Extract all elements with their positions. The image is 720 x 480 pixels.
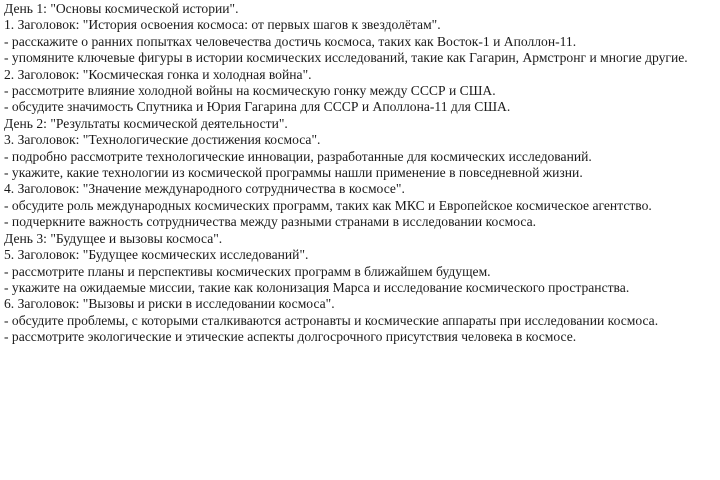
- section-3-point-1: - подробно рассмотрите технологические инновации, разработанные для космических исследований.: [4, 148, 592, 164]
- section-2-point-2: - обсудите значимость Спутника и Юрия Гагарина для СССР и Аполлона-11 для США.: [4, 99, 511, 115]
- section-6-point-1: - обсудите проблемы, с которыми сталкиваются астронавты и космические аппараты при исследовании космоса.: [4, 312, 659, 328]
- section-4-title: 4. Заголовок: "Значение международного сотрудничества в космосе".: [4, 181, 405, 197]
- section-5-point-1: - рассмотрите планы и перспективы космических программ в ближайшем будущем.: [4, 263, 491, 279]
- section-1-point-1: - расскажите о ранних попытках человечества достичь космоса, таких как Восток-1 и Аполлон-11.: [4, 33, 577, 49]
- section-2-title: 2. Заголовок: "Космическая гонка и холодная война".: [4, 66, 312, 82]
- section-5-point-2: - укажите на ожидаемые миссии, такие как колонизация Марса и исследование космического пространства.: [4, 279, 630, 295]
- section-5-title: 5. Заголовок: "Будущее космических исследований".: [4, 247, 309, 263]
- section-3-point-2: - укажите, какие технологии из космической программы нашли применение в повседневной жизни.: [4, 165, 583, 181]
- section-4-point-2: - подчеркните важность сотрудничества между разными странами в исследовании космоса.: [4, 214, 537, 230]
- section-6-point-2: - рассмотрите экологические и этические аспекты долгосрочного присутствия человека в космосе.: [4, 329, 577, 345]
- document-body: [4, 1, 716, 346]
- day-3-heading: День 3: "Будущее и вызовы космоса".: [4, 230, 223, 246]
- section-2-point-1: - рассмотрите влияние холодной войны на космическую гонку между СССР и США.: [4, 83, 496, 99]
- section-3-title: 3. Заголовок: "Технологические достижения космоса".: [4, 132, 321, 148]
- section-1-title: 1. Заголовок: "История освоения космоса: от первых шагов к звездолётам".: [4, 17, 441, 33]
- section-6-title: 6. Заголовок: "Вызовы и риски в исследовании космоса".: [4, 296, 335, 312]
- section-1-point-2: - упомяните ключевые фигуры в истории космических исследований, такие как Гагарин, Армстронг и многие другие.: [4, 50, 688, 66]
- section-4-point-1: - обсудите роль международных космических программ, таких как МКС и Европейское космическое агентство.: [4, 197, 652, 213]
- day-2-heading: День 2: "Результаты космической деятельности".: [4, 115, 288, 131]
- day-1-heading: День 1: "Основы космической истории".: [4, 1, 239, 16]
